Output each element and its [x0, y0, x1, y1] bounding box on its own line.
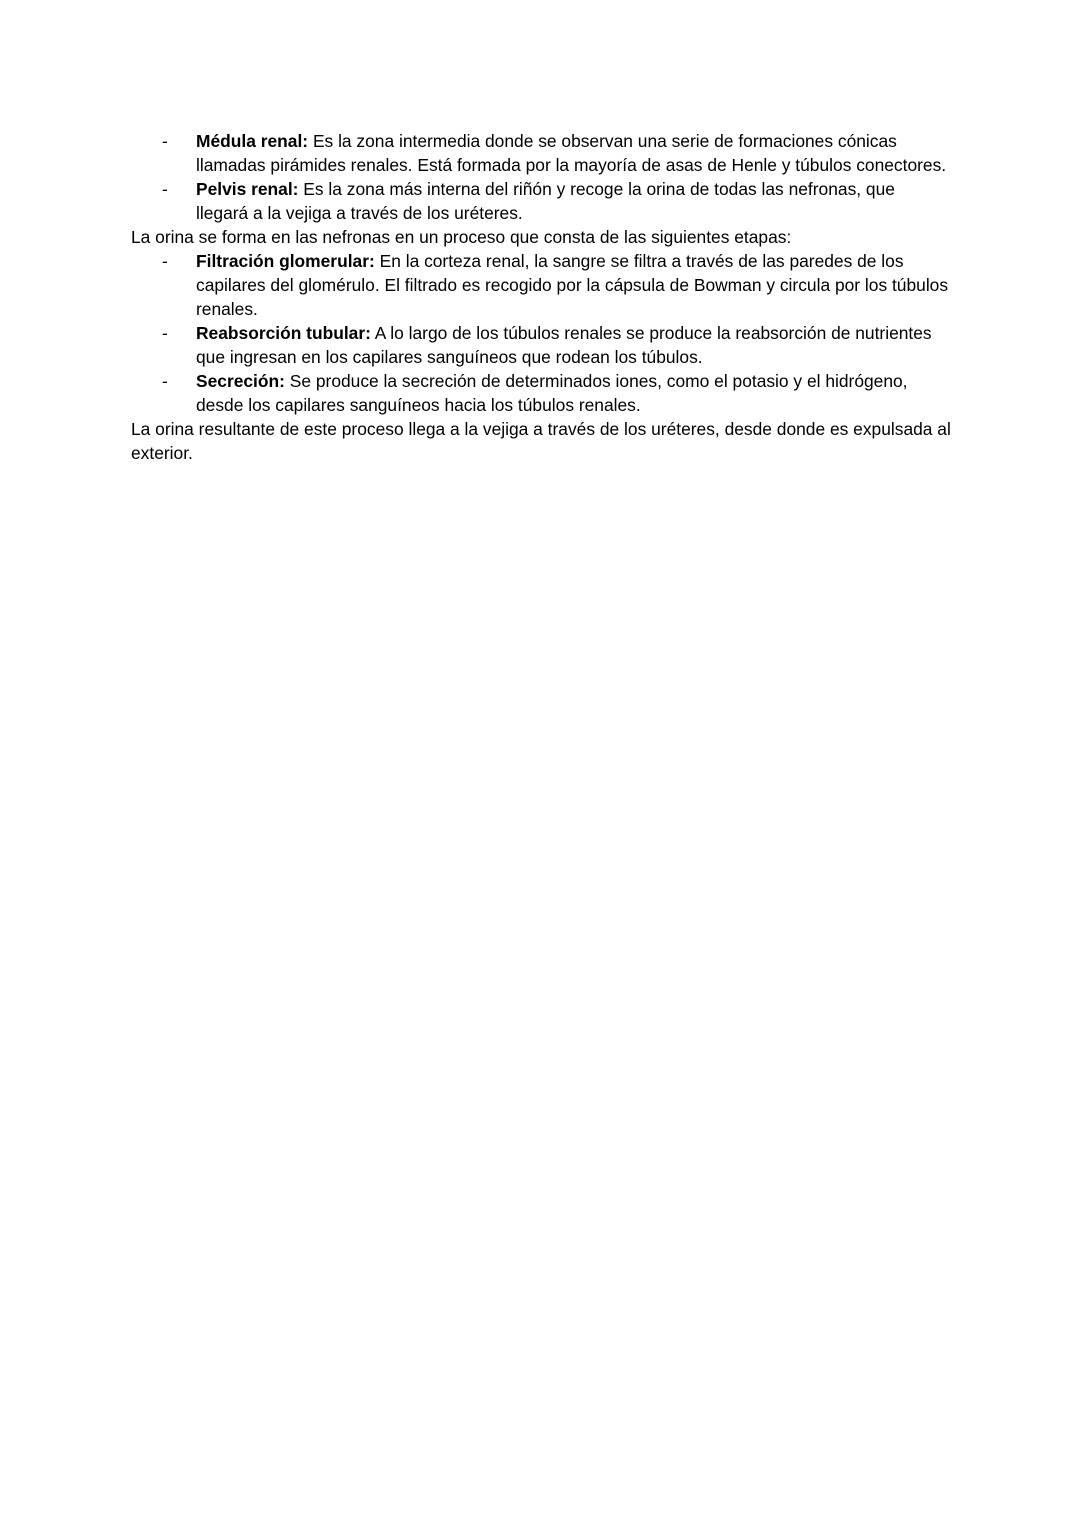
document-body	[131, 129, 951, 465]
list-item-pelvis-renal	[131, 177, 951, 225]
definition-reabsorcion: A lo largo de los túbulos renales se produce la reabsorción de nutrientes que ingresan en los capilares sanguíneos que rodean los túbulos.	[196, 323, 932, 367]
list-dash: -	[162, 251, 168, 271]
list-dash: -	[162, 371, 168, 391]
intro-paragraph: La orina se forma en las nefronas en un proceso que consta de las siguientes etapas:	[131, 227, 792, 247]
term-filtracion: Filtración glomerular:	[196, 251, 375, 271]
term-medula-renal: Médula renal:	[196, 131, 309, 151]
urine-stages-list	[131, 249, 951, 417]
list-item-secrecion	[131, 369, 951, 417]
list-dash: -	[162, 131, 168, 151]
definition-secrecion: Se produce la secreción de determinados iones, como el potasio y el hidrógeno, desde los capilares sanguíneos hacia los túbulos renales.	[196, 371, 908, 415]
list-item-filtracion	[131, 249, 951, 321]
term-secrecion: Secreción:	[196, 371, 285, 391]
kidney-zones-list	[131, 129, 951, 225]
list-dash: -	[162, 179, 168, 199]
definition-pelvis-renal: Es la zona más interna del riñón y recoge la orina de todas las nefronas, que llegará a la vejiga a través de los uréteres.	[196, 179, 895, 223]
term-pelvis-renal: Pelvis renal:	[196, 179, 299, 199]
definition-medula-renal: Es la zona intermedia donde se observan una serie de formaciones cónicas llamadas pirámides renales. Está formada por la mayoría de asas de Henle y túbulos conectores.	[196, 131, 947, 175]
list-item-reabsorcion	[131, 321, 951, 369]
conclusion-paragraph: La orina resultante de este proceso llega a la vejiga a través de los uréteres, desde donde es expulsada al exterior.	[131, 419, 951, 463]
term-reabsorcion: Reabsorción tubular:	[196, 323, 371, 343]
list-item-medula-renal	[131, 129, 951, 177]
list-dash: -	[162, 323, 168, 343]
definition-filtracion: En la corteza renal, la sangre se filtra a través de las paredes de los capilares del glomérulo. El filtrado es recogido por la cápsula de Bowman y circula por los túbulos renales.	[196, 251, 949, 319]
